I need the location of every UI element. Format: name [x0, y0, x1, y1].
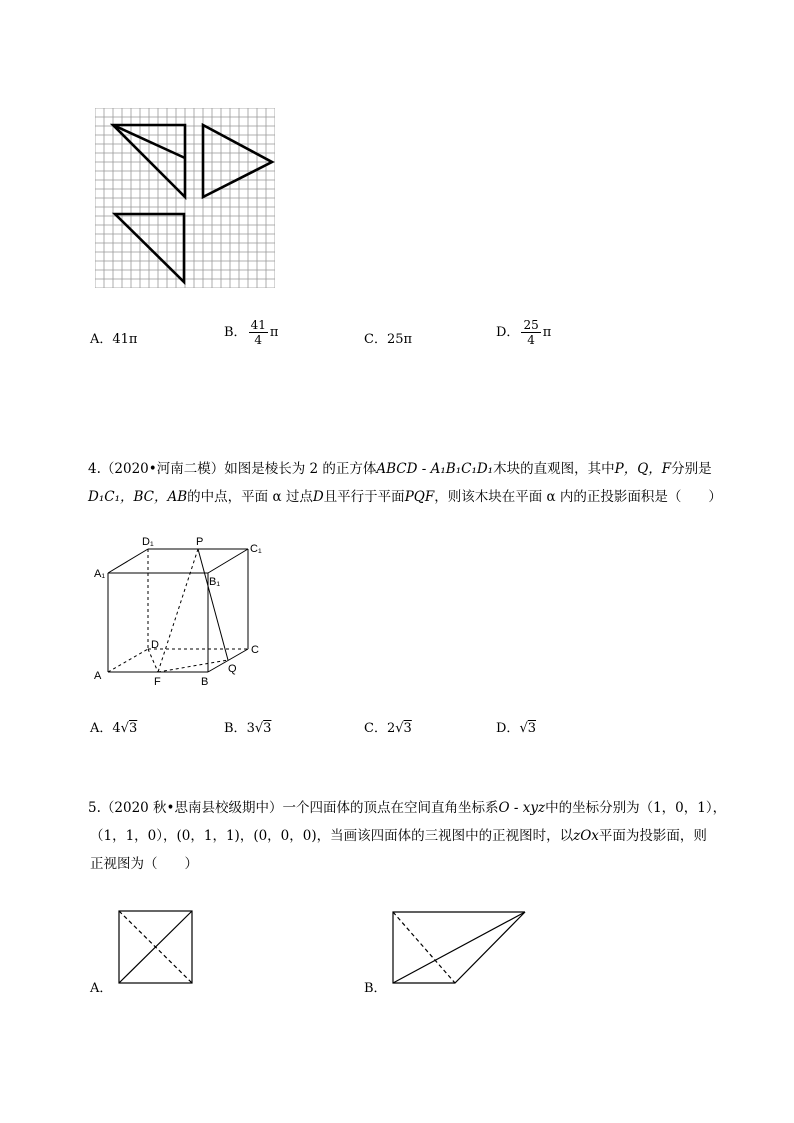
q5-line-2: （1，1，0），(0，1，1)，(0，0，0)，当画该四面体的三视图中的正视图时，以zOx平面为投影面，则	[90, 828, 707, 844]
q4-option-d[interactable]: D．√3	[496, 721, 537, 736]
q4-question-text	[88, 455, 728, 511]
label-p: P	[196, 536, 204, 548]
q5-option-b[interactable]: B．	[364, 981, 387, 996]
q3-option-b[interactable]: B． $\frac{41}{4}$ π	[224, 318, 279, 347]
label-b: B	[201, 676, 209, 688]
q4-line-1: 4.（2020•河南二模）如图是棱长为 2 的正方体ABCD - A₁B₁C₁D₁木块的直观图，其中P，Q，F分别是	[88, 461, 712, 477]
q5-line-3: 正视图为（ ）	[90, 856, 198, 872]
q3-option-d[interactable]: D． $\frac{25}{4}$ π	[496, 318, 552, 347]
triangle-right	[203, 125, 272, 197]
q3-grid-figure	[95, 108, 275, 288]
q5-line-1: 5.（2020 秋•思南县校级期中）一个四面体的顶点在空间直角坐标系O - xyz中的坐标分别为（1，0，1），	[88, 800, 727, 816]
label-d: D	[151, 639, 159, 651]
q5-option-a[interactable]: A．	[90, 981, 113, 996]
label-c: C	[251, 644, 259, 656]
label-b1: B₁	[209, 576, 221, 588]
q4-line-2: D₁C₁，BC，AB的中点，平面 α 过点D且平行于平面PQF，则该木块在平面 α 内的正投影面积是（ ）	[88, 489, 722, 505]
q4-option-c[interactable]: C．2√3	[364, 721, 412, 736]
q4-cube-figure	[88, 532, 278, 692]
q3-option-a[interactable]: A．41π	[90, 332, 138, 347]
label-d1: D₁	[142, 536, 154, 548]
fraction: $\frac{41}{4}$	[250, 318, 266, 347]
q4-option-b[interactable]: B．3√3	[224, 721, 272, 736]
q5-figure-b	[389, 908, 531, 988]
q5-figure-a	[116, 908, 196, 988]
label-q: Q	[228, 663, 237, 675]
label-a1: A₁	[94, 568, 106, 580]
q3-option-c[interactable]: C．25π	[364, 332, 413, 347]
q4-option-a[interactable]: A．4√3	[90, 721, 138, 736]
fraction: $\frac{25}{4}$	[523, 318, 539, 347]
label-c1: C₁	[250, 543, 262, 555]
q5-question-text	[88, 794, 728, 878]
triangle-bottom	[115, 214, 184, 282]
label-f: F	[154, 676, 161, 688]
label-a: A	[94, 670, 102, 682]
